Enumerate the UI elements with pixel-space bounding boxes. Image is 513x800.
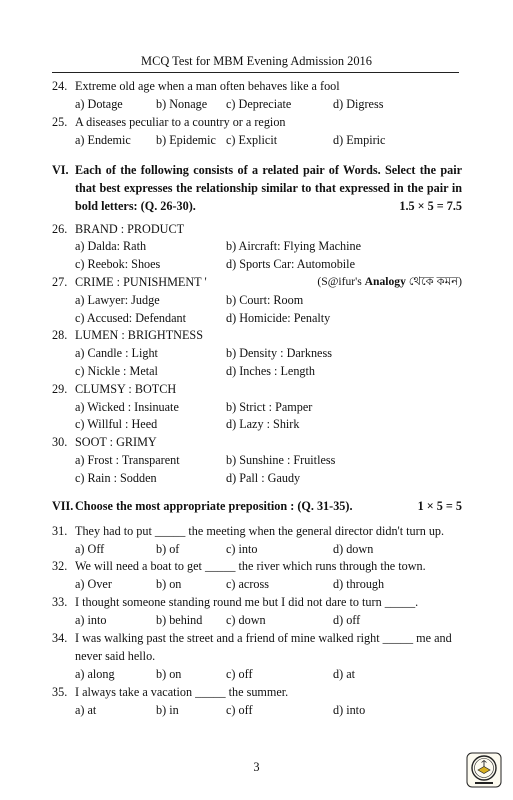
option-a: a) Off [75,542,105,556]
question-28 [52,327,462,343]
option-a: a) along [75,667,115,681]
question-text: I thought someone standing round me but I did not dare to turn _____. [75,595,419,609]
option-b: b) of [156,542,180,556]
question-number: 31. [52,524,68,538]
option-d: d) down [333,542,374,556]
seal-logo-icon [466,752,502,788]
options-30-row2 [75,470,465,486]
header-rule [52,72,459,73]
option-c: c) Reebok: Shoes [75,257,161,271]
question-27 [52,274,462,290]
option-a: a) Candle : Light [75,346,158,360]
options-30-row1 [75,452,465,468]
question-text: We will need a boat to get _____ the river which runs through the town. [75,559,426,573]
option-d: d) Digress [333,97,384,111]
option-b: b) Aircraft: Flying Machine [226,239,362,253]
page-header: MCQ Test for MBM Evening Admission 2016 [141,54,372,68]
option-d: d) Empiric [333,133,386,147]
option-c: c) Willful : Heed [75,417,158,431]
option-a: a) Wicked : Insinuate [75,400,179,414]
option-b: b) on [156,577,182,591]
options-34 [75,666,465,682]
question-text: CRIME : PUNISHMENT ' [75,275,207,289]
question-number: 32. [52,559,68,573]
option-c: c) Rain : Sodden [75,471,157,485]
question-text: CLUMSY : BOTCH [75,382,177,396]
option-b: b) on [156,667,182,681]
question-25 [52,114,462,130]
option-d: d) Lazy : Shirk [226,417,300,431]
question-text: I always take a vacation _____ the summer. [75,685,289,699]
option-b: b) behind [156,613,203,627]
question-text-continued: never said hello. [75,649,156,663]
options-26-row2 [75,256,465,272]
option-c: c) Nickle : Metal [75,364,158,378]
options-32 [75,576,465,592]
options-24 [75,96,465,112]
section-instructions: Each of the following consists of a related pair of Words. Select the pair that best expresses the relationship similar to that expressed in the pair in bold letters: (Q. 26-30). [75,163,462,213]
question-31 [52,523,462,539]
question-33 [52,594,462,610]
options-28-row1 [75,345,465,361]
option-b: b) Court: Room [226,293,304,307]
question-text: SOOT : GRIMY [75,435,157,449]
question-29 [52,381,462,397]
option-b: b) Strict : Pamper [226,400,313,414]
question-number: 26. [52,222,68,236]
question-text: I was walking past the street and a friend of mine walked right _____ me and [75,631,452,645]
options-35 [75,702,465,718]
option-c: c) off [226,703,253,717]
option-b: b) Sunshine : Fruitless [226,453,336,467]
question-number: 29. [52,382,68,396]
section-marks: 1.5 × 5 = 7.5 [399,199,462,213]
option-a: a) Lawyer: Judge [75,293,160,307]
section-vii-heading [52,497,462,515]
option-a: a) Endemic [75,133,131,147]
option-c: c) into [226,542,258,556]
question-number: 27. [52,275,68,289]
source-note [317,274,462,290]
question-24 [52,78,462,94]
option-d: d) at [333,667,355,681]
option-b: b) Epidemic [156,133,216,147]
question-text: Extreme old age when a man often behaves like a fool [75,79,340,93]
section-instructions: Choose the most appropriate preposition : (Q. 31-35). [75,499,353,513]
option-b: b) Density : Darkness [226,346,332,360]
page-number: 3 [253,760,260,774]
option-c: c) Accused: Defendant [75,311,186,325]
question-number: 25. [52,115,68,129]
question-35 [52,684,462,700]
question-text: LUMEN : BRIGHTNESS [75,328,203,342]
options-27-row2 [75,310,465,326]
option-c: c) across [226,577,269,591]
options-31 [75,541,465,557]
question-34 [52,630,462,646]
options-29-row1 [75,399,465,415]
options-33 [75,612,465,628]
option-c: c) off [226,667,253,681]
options-26-row1 [75,238,465,254]
options-25 [75,132,465,148]
question-number: 35. [52,685,68,699]
option-a: a) Dalda: Rath [75,239,147,253]
section-number: VI. [52,163,69,177]
section-vi-heading [52,161,462,217]
option-a: a) Dotage [75,97,123,111]
question-30 [52,434,462,450]
option-a: a) into [75,613,107,627]
source-note-pre: (S@ifur's [317,275,365,288]
question-number: 34. [52,631,68,645]
option-d: d) off [333,613,361,627]
question-34-continued [75,648,485,664]
options-28-row2 [75,363,465,379]
option-b: b) Nonage [156,97,208,111]
option-d: d) Homicide: Penalty [226,311,331,325]
question-number: 30. [52,435,68,449]
options-27-row1 [75,292,465,308]
options-29-row2 [75,416,465,432]
option-d: d) into [333,703,366,717]
question-number: 24. [52,79,68,93]
option-c: c) Explicit [226,133,278,147]
section-number: VII. [52,499,74,513]
option-a: a) at [75,703,97,717]
option-a: a) Frost : Transparent [75,453,180,467]
option-d: d) Pall : Gaudy [226,471,301,485]
option-c: c) down [226,613,266,627]
question-text: A diseases peculiar to a country or a region [75,115,286,129]
source-note-post: থেকে কমন) [405,275,462,288]
source-note-bold: Analogy [364,275,406,288]
option-b: b) in [156,703,179,717]
question-text: BRAND : PRODUCT [75,222,185,236]
section-marks: 1 × 5 = 5 [417,499,462,513]
option-d: d) Inches : Length [226,364,316,378]
question-32 [52,558,462,574]
option-c: c) Depreciate [226,97,292,111]
question-number: 33. [52,595,68,609]
question-text: They had to put _____ the meeting when the general director didn't turn up. [75,524,445,538]
question-26 [52,221,462,237]
option-d: d) Sports Car: Automobile [226,257,355,271]
question-number: 28. [52,328,68,342]
option-a: a) Over [75,577,112,591]
option-d: d) through [333,577,385,591]
